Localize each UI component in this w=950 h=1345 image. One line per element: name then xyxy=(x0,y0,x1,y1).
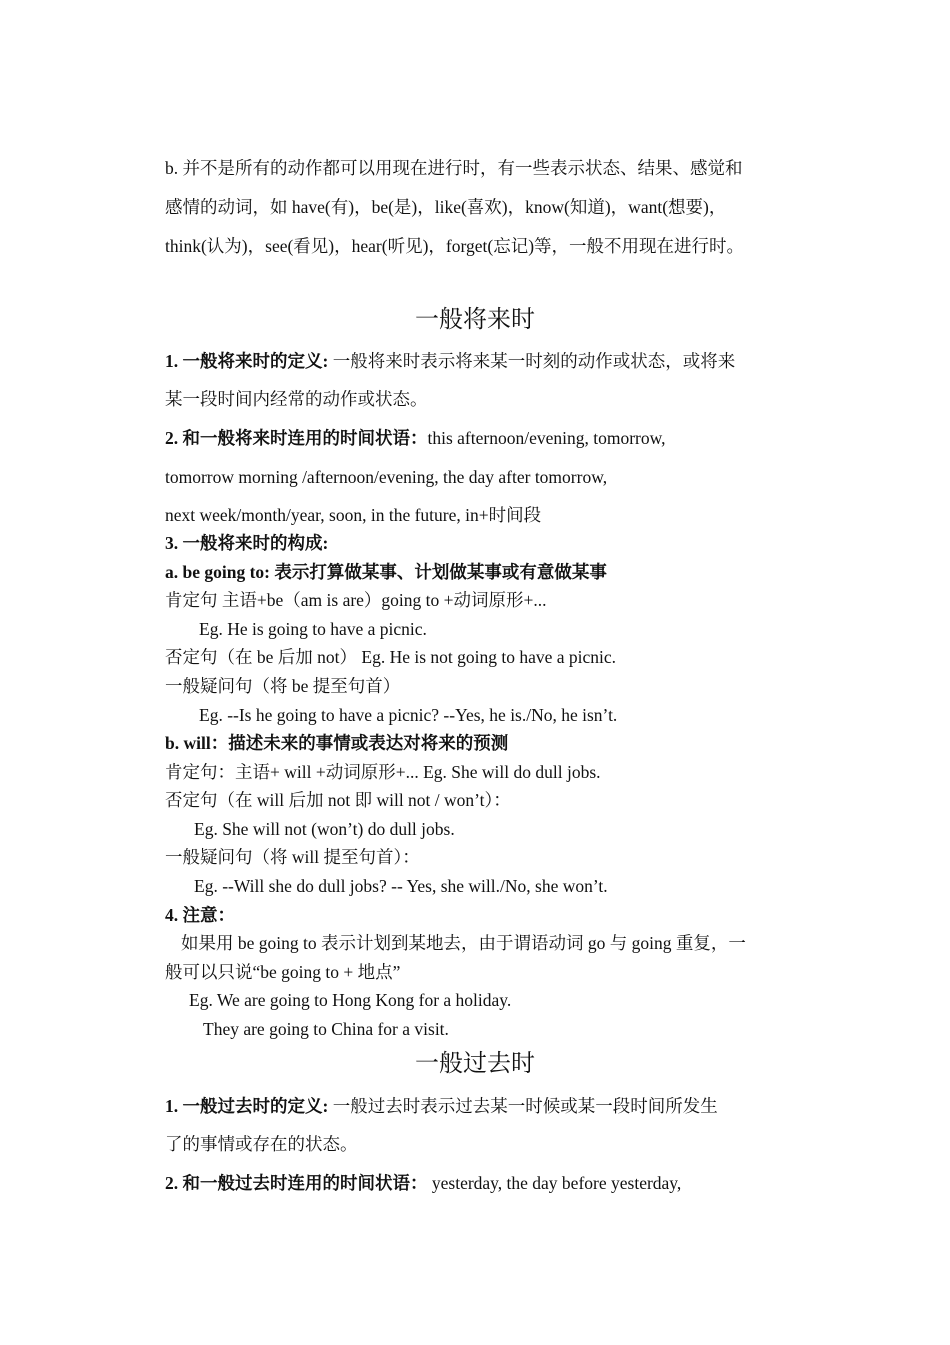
note-example-2: They are going to China for a visit. xyxy=(203,1019,449,1039)
will-negative: 否定句（在 will 后加 not 即 will not / won’t）： xyxy=(165,790,511,810)
future-structure-label: 3. 一般将来时的构成: xyxy=(165,533,329,553)
be-going-to-label: a. be going to: 表示打算做某事、计划做某事或有意做某事 xyxy=(165,562,607,582)
future-tense-heading: 一般将来时 xyxy=(415,307,535,333)
note-line-1: 如果用 be going to 表示计划到某地去，由于谓语动词 go 与 going 重复，一 xyxy=(181,933,746,953)
will-question: 一般疑问句（将 will 提至句首）： xyxy=(165,847,420,867)
para-b-line-3: think(认为)，see(看见)，hear(听见)，forget(忘记)等，一般不用现在进行时。 xyxy=(165,236,745,256)
note-example-1: Eg. We are going to Hong Kong for a holiday. xyxy=(189,990,512,1010)
will-affirmative: 肯定句：主语+ will +动词原形+... Eg. She will do dull jobs. xyxy=(165,762,601,782)
will-example-1: Eg. She will not (won’t) do dull jobs. xyxy=(194,819,455,839)
will-label: b. will：描述未来的事情或表达对将来的预测 xyxy=(165,733,509,753)
past-adverbials xyxy=(165,1172,681,1194)
past-tense-heading: 一般过去时 xyxy=(415,1051,535,1077)
be-going-to-example-2: Eg. --Is he going to have a picnic? --Yes, he is./No, he isn’t. xyxy=(199,705,618,725)
will-example-2: Eg. --Will she do dull jobs? -- Yes, she will./No, she won’t. xyxy=(194,876,608,896)
past-definition-label: 1. 一般过去时的定义: xyxy=(165,1096,329,1116)
past-definition xyxy=(165,1095,718,1117)
be-going-to-negative: 否定句（在 be 后加 not） Eg. He is not going to have a picnic. xyxy=(165,647,617,667)
note-label: 4. 注意： xyxy=(165,905,235,925)
past-definition-line-2: 了的事情或存在的状态。 xyxy=(165,1134,358,1154)
note-line-2: 般可以只说“be going to + 地点” xyxy=(165,962,401,982)
be-going-to-affirmative: 肯定句 主语+be（am is are）going to +动词原形+... xyxy=(165,590,547,610)
future-structure-heading xyxy=(165,532,328,554)
future-adverbials-line-3: next week/month/year, soon, in the future, in+时间段 xyxy=(165,505,542,525)
future-definition-text: 一般将来时表示将来某一时刻的动作或状态，或将来 xyxy=(328,351,736,371)
future-definition xyxy=(165,350,735,372)
be-going-to-example-1: Eg. He is going to have a picnic. xyxy=(199,619,427,639)
past-adverbials-text: yesterday, the day before yesterday, xyxy=(427,1173,682,1193)
past-adverbials-label: 2. 和一般过去时连用的时间状语： xyxy=(165,1173,428,1193)
future-adverbials-label: 2. 和一般将来时连用的时间状语： xyxy=(165,428,428,448)
will-heading xyxy=(165,732,508,754)
future-definition-label: 1. 一般将来时的定义: xyxy=(165,351,329,371)
future-adverbials xyxy=(165,427,665,449)
future-definition-line-2: 某一段时间内经常的动作或状态。 xyxy=(165,389,428,409)
past-definition-text: 一般过去时表示过去某一时候或某一段时间所发生 xyxy=(328,1096,718,1116)
future-adverbials-line-2: tomorrow morning /afternoon/evening, the day after tomorrow, xyxy=(165,467,608,487)
be-going-to-heading xyxy=(165,561,607,583)
future-adverbials-text: this afternoon/evening, tomorrow, xyxy=(427,428,666,448)
note-heading xyxy=(165,904,235,926)
para-b-line-1: b. 并不是所有的动作都可以用现在进行时，有一些表示状态、结果、感觉和 xyxy=(165,158,743,178)
para-b-line-2: 感情的动词，如 have(有)，be(是)，like(喜欢)，know(知道)，want(想要)， xyxy=(165,197,727,217)
be-going-to-question: 一般疑问句（将 be 提至句首） xyxy=(165,676,401,696)
